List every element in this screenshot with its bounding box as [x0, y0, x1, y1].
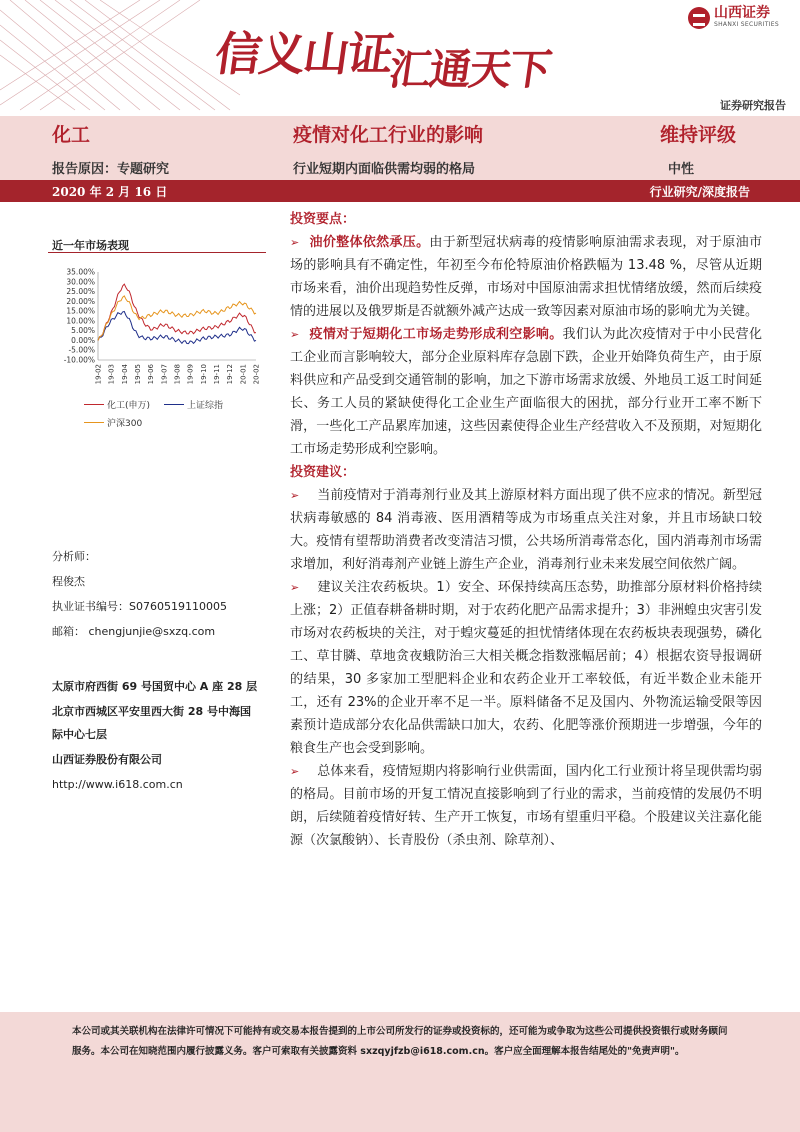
x-tick-label: 19-08 [173, 364, 182, 385]
series-line [98, 312, 256, 344]
y-tick-label: -10.00% [63, 355, 95, 365]
x-tick-label: 20-02 [252, 364, 261, 385]
report-date: 2020 年 2 月 16 日 [52, 185, 168, 199]
x-tick-label: 20-01 [239, 364, 248, 385]
industry: 化工 [52, 124, 91, 146]
y-tick-label: 10.00% [66, 316, 95, 326]
rating-value: 中性 [668, 162, 695, 177]
x-tick-label: 19-11 [213, 364, 221, 385]
slogan [211, 18, 556, 94]
address-taiyuan: 太原市府西街 69 号国贸中心 A 座 28 层 [52, 680, 258, 693]
y-tick-label: 25.00% [66, 287, 95, 297]
company-name: 山西证券股份有限公司 [52, 753, 162, 766]
main-content [290, 208, 762, 852]
market-chart [52, 258, 262, 438]
slogan-part2: 汇通天下 [385, 45, 553, 94]
y-tick-label: 35.00% [66, 267, 95, 277]
arrow-bullet-icon: ➢ [290, 581, 300, 594]
report-reason: 报告原因：专题研究 [52, 162, 170, 177]
chart-title: 近一年市场表现 [52, 239, 129, 252]
footer-disclaimer: 本公司或其关联机构在法律许可情况下可能持有或交易本报告提到的上市公司所发行的证券或投资标的，还可能为或争取为这些公司提供投资银行或财务顾问服务。本公司在知晓范围内履行披露义务。客户可索取有关披露资料 sxzqyjfzb@i618.com.cn。客户应全面理解本报告结尾处的"免责声明"。 [72, 1026, 728, 1057]
x-tick-label: 19-12 [226, 364, 235, 385]
x-tick-label: 19-09 [186, 364, 195, 385]
logo-mark-icon [688, 7, 710, 29]
paragraph [290, 760, 762, 852]
sidebar-rule [48, 252, 266, 253]
analyst-label: 分析师： [52, 550, 96, 563]
x-tick-label: 19-03 [107, 364, 116, 385]
company-website[interactable]: http://www.i618.com.cn [52, 778, 183, 791]
logo-en: SHANXI SECURITIES [714, 21, 779, 28]
address-beijing-2: 际中心七层 [52, 728, 107, 741]
analyst-name: 程俊杰 [52, 575, 85, 588]
y-tick-label: 0.00% [71, 335, 95, 345]
paragraph-highlight: 油价整体依然承压。 [309, 235, 430, 250]
paragraph-text: 我们认为此次疫情对于中小民营化工企业而言影响较大，部分企业原料库存急剧下跌，企业开始降负荷生产，由于原料供应和产品受到交通管制的影响，加之下游市场需求放缓、外地员工返工时间延长、务工人员的紧缺使得化工企业生产面临很大的困扰，部分行业开工率不断下滑，一些化工产品累库加速，这些因素使得企业生产经营收入不及预期，对短期化工市场走势形成利空影响。 [290, 327, 762, 457]
legend-label: 化工(申万) [107, 401, 151, 411]
address-beijing-1: 北京市西城区平安里西大街 28 号中海国 [52, 705, 251, 718]
paragraph-highlight: 疫情对于短期化工市场走势形成利空影响。 [309, 327, 563, 342]
arrow-bullet-icon: ➢ [290, 328, 300, 341]
x-tick-label: 19-02 [94, 364, 103, 385]
paragraph-text: 总体来看，疫情短期内将影响行业供需面，国内化工行业预计将呈现供需均弱的格局。目前市场的开复工情况直接影响到了行业的需求，当前疫情的发展仍不明朗，后续随着疫情好转、生产开工恢复，市场有望重归平稳。个股建议关注嘉化能源（次氯酸钠）、长青股份（杀虫剂、除草剂）、 [290, 764, 762, 848]
paragraph [290, 484, 762, 576]
paragraph [290, 231, 762, 323]
report-category: 行业研究/深度报告 [649, 185, 750, 199]
y-tick-label: -5.00% [68, 345, 95, 355]
y-tick-label: 20.00% [66, 296, 95, 306]
rating: 维持评级 [660, 124, 737, 146]
section-heading: 投资要点： [290, 212, 356, 227]
arrow-bullet-icon: ➢ [290, 236, 300, 249]
license-number: 执业证书编号：S0760519110005 [52, 600, 227, 613]
company-logo [688, 6, 779, 29]
legend-item [84, 398, 150, 411]
y-tick-label: 5.00% [71, 326, 95, 336]
paragraph-text: 当前疫情对于消毒剂行业及其上游原材料方面出现了供不应求的情况。新型冠状病毒敏感的 84 消毒液、医用酒精等成为市场重点关注对象，并且市场缺口较大。疫情有望帮助消费者改变清洁习惯，公共场所消毒常态化，国内消毒剂市场需求增加，利好消毒剂产业链上游生产企业，消毒剂行业未来发展空间依然广阔。 [290, 488, 762, 572]
paragraph-text: 由于新型冠状病毒的疫情影响原油需求表现，对于原油市场的影响具有不确定性，年初至今布伦特原油价格跌幅为 13.48 %，尽管从近期市场来看，油价出现趋势性反弹，市场对中国原油需求担忧情绪放缓，然而后续疫情的进展以及俄罗斯是否就额外减产达成一致等因素对原油市场的影响尤为关键。 [290, 235, 762, 319]
y-tick-label: 30.00% [66, 277, 95, 287]
legend-swatch [84, 422, 104, 423]
report-type: 证券研究报告 [720, 99, 786, 112]
x-tick-label: 19-06 [147, 364, 156, 385]
report-subtitle: 行业短期内面临供需均弱的格局 [293, 162, 476, 177]
legend-label: 沪深300 [107, 419, 143, 429]
legend-item [84, 416, 142, 429]
slogan-part1: 信义山证 [211, 27, 396, 81]
arrow-bullet-icon: ➢ [290, 489, 300, 502]
paragraph [290, 323, 762, 461]
section-heading: 投资建议： [290, 465, 356, 480]
market-chart-svg [52, 258, 262, 396]
x-tick-label: 19-05 [134, 364, 142, 385]
y-tick-label: 15.00% [66, 306, 95, 316]
logo-cn: 山西证券 [714, 5, 770, 21]
paragraph-text: 建议关注农药板块。1）安全、环保持续高压态势，助推部分原材料价格持续上涨；2）正值春耕备耕时期，对于农药化肥产品需求提升；3）非洲蝗虫灾害引发市场对农药板块的关注，对于蝗灾蔓延的担忧情绪体现在农药板块表现强势，磷化工、草甘膦、草地贪夜蛾防治三大相关概念指数涨幅居前；4）根据农资导报调研的结果，30 多家加工型肥料企业和农药企业开工率较低，有近半数企业未能开工，还有 23%的企业开率不足一半。原料储备不足及国内、外物流运输受限等因素预计造成部分农化品供需缺口加大，农药、化肥等涨价预期进一步增强，今年的粮食生产也会受到影响。 [290, 580, 762, 756]
legend-swatch [164, 404, 184, 405]
analyst-email[interactable]: 邮箱： chengjunjie@sxzq.com [52, 625, 216, 638]
legend-label: 上证综指 [187, 401, 224, 411]
arrow-bullet-icon: ➢ [290, 765, 300, 778]
x-tick-label: 19-10 [199, 364, 208, 385]
legend-item [164, 398, 223, 411]
legend-swatch [84, 404, 104, 405]
report-title: 疫情对化工行业的影响 [293, 124, 484, 146]
x-tick-label: 19-07 [160, 364, 169, 385]
x-tick-label: 19-04 [120, 364, 129, 385]
paragraph [290, 576, 762, 760]
